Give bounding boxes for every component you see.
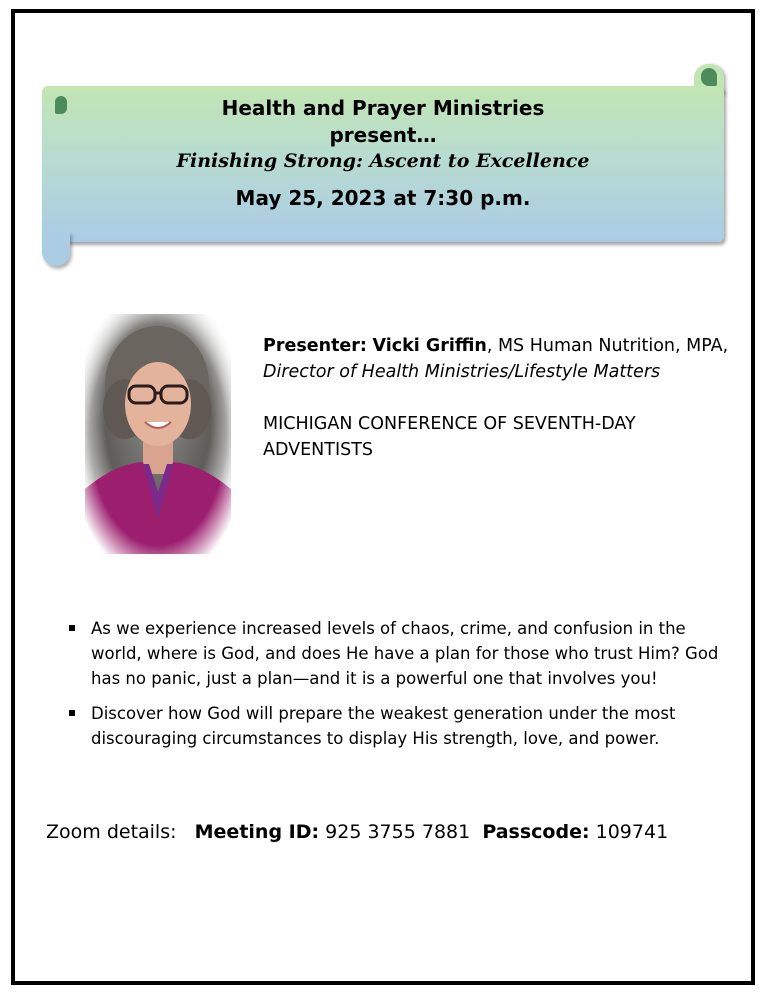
- event-date-time: May 25, 2023 at 7:30 p.m.: [235, 186, 531, 210]
- list-item: [66, 701, 736, 751]
- zoom-label: Zoom details:: [46, 821, 177, 843]
- presenter-credentials: , MS Human Nutrition, MPA,: [486, 336, 729, 356]
- present-text: present…: [329, 123, 437, 147]
- meeting-id-label: Meeting ID:: [194, 821, 320, 843]
- scroll-curl-left: [42, 232, 70, 266]
- presenter-photo: [85, 314, 231, 554]
- conference-name: MICHIGAN CONFERENCE OF SEVENTH-DAY ADVENTISTS: [263, 414, 636, 460]
- organization-name: Health and Prayer Ministries: [221, 96, 545, 120]
- event-title: Finishing Strong: Ascent to Excellence: [176, 150, 590, 172]
- zoom-details: [46, 821, 746, 843]
- bullet-icon: [69, 710, 75, 716]
- passcode-label: Passcode:: [482, 821, 590, 843]
- meeting-id: 925 3755 7881: [325, 821, 471, 843]
- presenter-info: [263, 333, 733, 385]
- list-item-text: Discover how God will prepare the weakest generation under the most discouraging circumstances to display His strength, love, and power.: [91, 704, 676, 748]
- scroll-curl-right-icon: [701, 68, 717, 86]
- presenter-name: Vicki Griffin: [372, 336, 487, 356]
- list-item-text: As we experience increased levels of chaos, crime, and confusion in the world, where is God, and does He have a plan for those who trust Him? God has no panic, just a plan—and it is a powerful one that involves you!: [91, 619, 719, 688]
- presenter-role: Director of Health Ministries/Lifestyle Matters: [263, 362, 661, 382]
- passcode: 109741: [595, 821, 669, 843]
- list-item: [66, 616, 736, 691]
- description-list: [66, 616, 736, 761]
- presenter-label: Presenter:: [263, 336, 367, 356]
- bullet-icon: [69, 625, 75, 631]
